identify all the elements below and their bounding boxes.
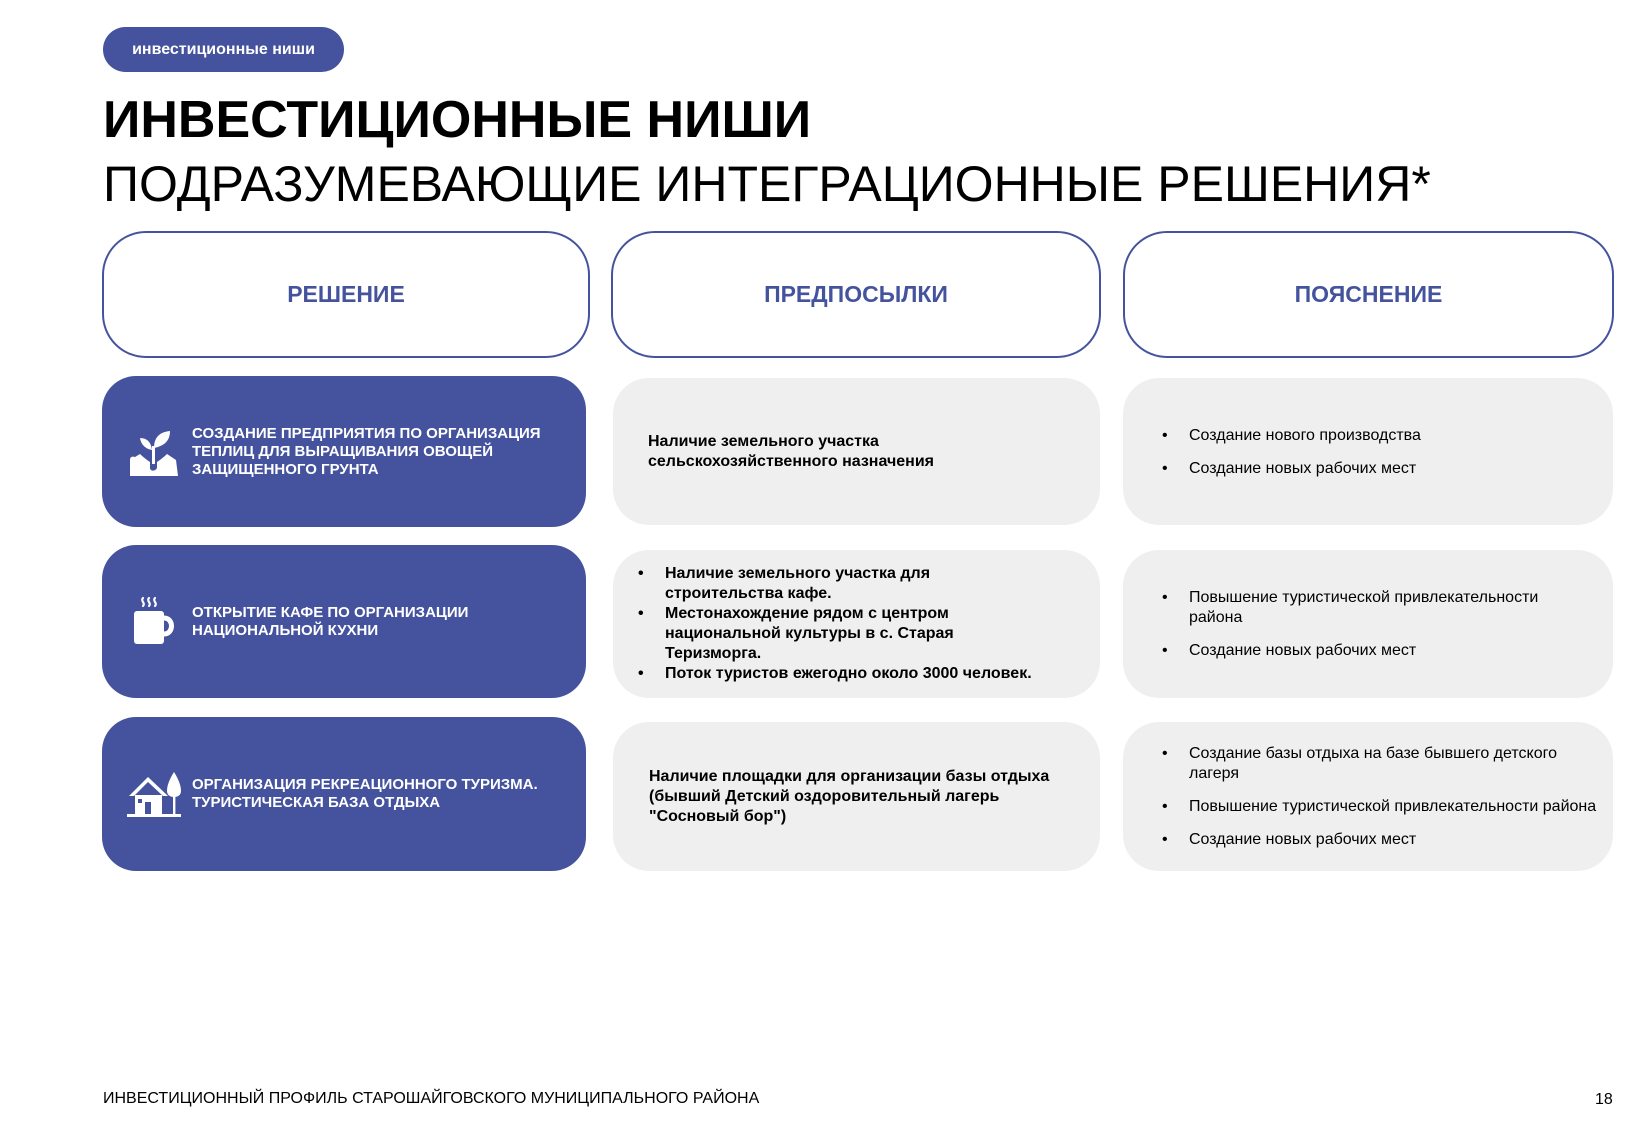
explanation-item: • Создание новых рабочих мест — [1159, 641, 1538, 661]
prerequisites-item: • Поток туристов ежегодно около 3000 человек. — [635, 664, 1032, 684]
house-tree-icon — [126, 766, 182, 822]
column-header-solution: РЕШЕНИЕ — [102, 231, 590, 358]
footer-text: ИНВЕСТИЦИОННЫЙ ПРОФИЛЬ СТАРОШАЙГОВСКОГО МУНИЦИПАЛЬНОГО РАЙОНА — [103, 1090, 760, 1107]
explanation-item: • Повышение туристической привлекательности района — [1159, 797, 1596, 817]
section-tag: инвестиционные ниши — [103, 27, 344, 72]
column-header-explanation: ПОЯСНЕНИЕ — [1123, 231, 1614, 358]
coffee-cup-icon — [126, 594, 182, 650]
prerequisites-item: • Местонахождение рядом с центром национальной культуры в с. Старая Теризморга. — [635, 604, 1032, 664]
solution-text: ОТКРЫТИЕ КАФЕ ПО ОРГАНИЗАЦИИ НАЦИОНАЛЬНОЙ КУХНИ — [192, 603, 469, 639]
page-title: ИНВЕСТИЦИОННЫЕ НИШИ — [103, 91, 812, 149]
solution-card-greenhouse — [102, 376, 586, 527]
prerequisites-item: • Наличие земельного участка для строительства кафе. — [635, 564, 1032, 604]
explanation-item: • Создание новых рабочих мест — [1159, 459, 1421, 479]
explanation-item: • Создание нового производства — [1159, 426, 1421, 446]
explanation-card-3 — [1123, 722, 1613, 871]
prerequisites-text: Наличие земельного участка сельскохозяйственного назначения — [648, 432, 934, 470]
prerequisites-card-2 — [613, 550, 1100, 698]
column-header-prerequisites: ПРЕДПОСЫЛКИ — [611, 231, 1101, 358]
explanation-item: • Создание базы отдыха на базе бывшего детского лагеря — [1159, 744, 1596, 784]
prerequisites-card-3 — [613, 722, 1100, 871]
explanation-item: • Создание новых рабочих мест — [1159, 830, 1596, 850]
sprout-icon — [126, 424, 182, 480]
page-number: 18 — [1595, 1091, 1613, 1108]
solution-card-cafe — [102, 545, 586, 698]
solution-card-recreation — [102, 717, 586, 871]
explanation-card-1 — [1123, 378, 1613, 525]
solution-text: ОРГАНИЗАЦИЯ РЕКРЕАЦИОННОГО ТУРИЗМА. ТУРИСТИЧЕСКАЯ БАЗА ОТДЫХА — [192, 776, 538, 811]
explanation-card-2 — [1123, 550, 1613, 698]
prerequisites-text: Наличие площадки для организации базы отдыха (бывший Детский оздоровительный лагерь "Сосновый бор") — [649, 767, 1050, 825]
explanation-item: • Повышение туристической привлекательности района — [1159, 588, 1538, 628]
solution-text: СОЗДАНИЕ ПРЕДПРИЯТИЯ ПО ОРГАНИЗАЦИЯ ТЕПЛИЦ ДЛЯ ВЫРАЩИВАНИЯ ОВОЩЕЙ ЗАЩИЩЕННОГО ГРУНТА — [192, 424, 541, 478]
page-subtitle: ПОДРАЗУМЕВАЮЩИЕ ИНТЕГРАЦИОННЫЕ РЕШЕНИЯ* — [103, 156, 1431, 212]
prerequisites-card-1 — [613, 378, 1100, 525]
